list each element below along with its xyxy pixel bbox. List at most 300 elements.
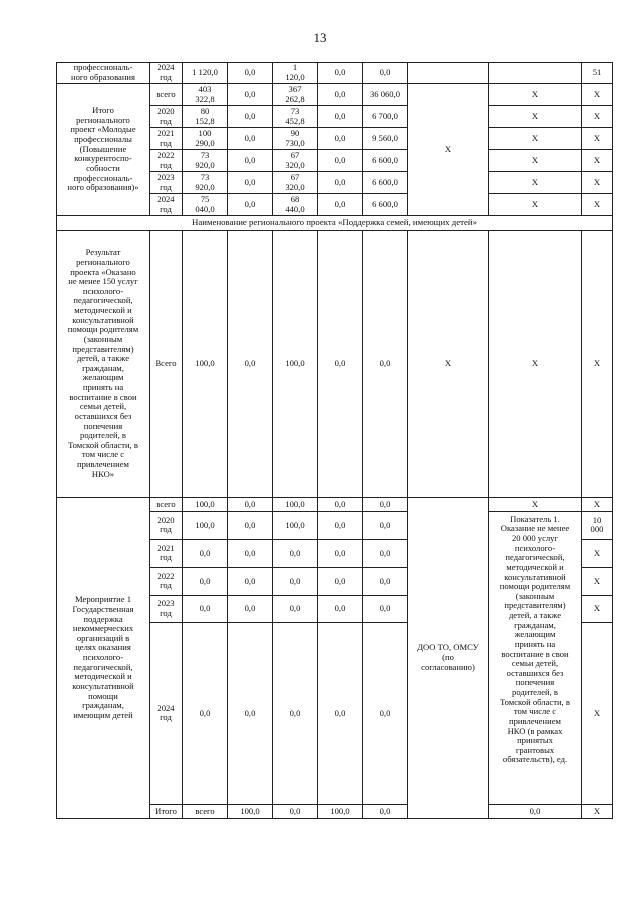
federal-budget-cell xyxy=(273,804,318,818)
text-line: 0,0 xyxy=(334,358,346,369)
text-line: регионального xyxy=(76,256,130,267)
text-line: 452,8 xyxy=(285,115,305,126)
text-line: желающим xyxy=(82,372,124,383)
local-budget-cell xyxy=(318,172,363,194)
extrabudget-cell xyxy=(363,150,408,172)
text-line: 2022 xyxy=(157,570,175,581)
text-line: представителям) xyxy=(504,600,566,611)
text-line: 0,0 xyxy=(379,67,391,78)
text-line: грантовых xyxy=(515,744,555,755)
regional-budget-cell xyxy=(273,497,318,511)
text-line: 0,0 xyxy=(199,547,211,558)
extrabudget-cell xyxy=(363,84,408,106)
text-line: год xyxy=(160,524,172,535)
text-line: год xyxy=(160,580,172,591)
text-line: привлечением xyxy=(77,459,129,470)
year-cell xyxy=(150,63,183,84)
text-line: 90 xyxy=(290,127,300,138)
text-line: ного образования xyxy=(71,72,135,82)
executor-cell: Х xyxy=(408,84,489,216)
text-line: методической и xyxy=(74,305,132,316)
page-number: 13 xyxy=(313,30,327,45)
text-line: всего xyxy=(195,805,215,816)
text-line: 0,0 xyxy=(244,547,256,558)
text-line: 2021 xyxy=(157,542,175,553)
text-line: психолого- xyxy=(514,542,556,553)
text-line: семьи детей, xyxy=(511,658,559,669)
indicator-cell: Х xyxy=(489,172,582,194)
indicator-value-cell: Х xyxy=(582,194,613,216)
extrabudget-cell xyxy=(363,497,408,511)
indicator-value-cell: Х xyxy=(582,106,613,128)
text-line: 6 600,0 xyxy=(372,176,398,187)
text-line: 0,0 xyxy=(244,575,256,586)
year-cell xyxy=(150,622,183,804)
total-amount-cell xyxy=(183,567,228,595)
text-line: 0,0 xyxy=(244,707,256,718)
text-line: 0,0 xyxy=(379,358,391,369)
text-line: 2020 xyxy=(157,514,175,525)
text-line: педагогической, xyxy=(73,295,133,306)
text-line: 0,0 xyxy=(289,603,301,614)
text-line: 2022 xyxy=(157,149,175,160)
text-line: поддержка xyxy=(83,613,123,624)
text-line: 100,0 xyxy=(195,498,215,509)
extrabudget-cell xyxy=(363,539,408,567)
text-line: проекта «Оказано xyxy=(70,266,136,277)
text-line: 67 xyxy=(290,171,300,182)
text-line: год xyxy=(160,72,172,82)
total-amount-cell xyxy=(183,230,228,497)
text-line: 0,0 xyxy=(334,575,346,586)
year-cell xyxy=(150,497,183,511)
total-amount-cell xyxy=(183,511,228,539)
text-line: год xyxy=(160,159,172,170)
text-line: 920,0 xyxy=(195,181,215,192)
text-line: 2024 xyxy=(157,702,175,713)
local-budget-cell xyxy=(318,539,363,567)
indicator-value-cell xyxy=(582,511,613,539)
year-cell xyxy=(150,84,183,106)
text-line: семьи детей, xyxy=(79,401,127,412)
text-line: 2023 xyxy=(157,598,175,609)
extrabudget-cell xyxy=(363,106,408,128)
text-line: Х xyxy=(593,575,601,586)
text-line: 2024 xyxy=(157,62,175,73)
table-row xyxy=(57,216,613,231)
regional-budget-cell xyxy=(318,804,363,818)
indicator-value-cell xyxy=(582,539,613,567)
text-line: всего xyxy=(156,88,176,99)
text-line: год xyxy=(160,115,172,126)
text-line: ДОО ТО, ОМСУ xyxy=(417,642,479,653)
text-line: Томской области, в xyxy=(68,439,138,450)
regional-budget-cell xyxy=(273,63,318,84)
text-line: 0,0 xyxy=(334,547,346,558)
text-line: оставшихся без xyxy=(506,667,564,678)
text-line: 0,0 xyxy=(289,575,301,586)
text-line: 100,0 xyxy=(330,805,350,816)
text-line: 0,0 xyxy=(379,707,391,718)
local-budget-cell xyxy=(318,511,363,539)
text-line: 0,0 xyxy=(334,707,346,718)
text-line: 100,0 xyxy=(285,498,305,509)
text-line: ного образования)» xyxy=(67,182,139,193)
text-line: 80 xyxy=(200,105,210,116)
text-line: 0,0 xyxy=(199,707,211,718)
text-line: (по xyxy=(442,652,454,663)
total-amount-cell xyxy=(183,106,228,128)
text-line: собности xyxy=(86,162,120,173)
regional-budget-cell xyxy=(273,622,318,804)
text-line: 0,0 xyxy=(334,67,346,78)
text-line: обязательств), ед. xyxy=(502,754,568,765)
text-line: методической и xyxy=(506,561,564,572)
text-line: 6 700,0 xyxy=(372,110,398,121)
local-budget-cell xyxy=(318,194,363,216)
text-line: 1 120,0 xyxy=(192,67,218,78)
text-line: помощи родителям xyxy=(499,581,571,592)
text-line: Мероприятие 1 xyxy=(75,594,131,605)
text-line: 20 000 услуг xyxy=(511,533,558,544)
text-line: гражданам, xyxy=(82,362,124,373)
indicator-value-cell: Х xyxy=(582,230,613,497)
text-line: 0,0 xyxy=(334,176,346,187)
text-line: 0,0 xyxy=(379,575,391,586)
text-line: Итого xyxy=(155,805,177,816)
section-header: Наименование регионального проекта «Поддержка семей, имеющих детей» xyxy=(57,216,613,231)
federal-budget-cell xyxy=(228,230,273,497)
text-line: год xyxy=(160,712,172,723)
extrabudget-cell xyxy=(489,804,582,818)
total-amount-cell xyxy=(183,63,228,84)
text-line: регионального xyxy=(76,114,130,125)
text-line: Х xyxy=(593,707,601,718)
text-line: всего xyxy=(156,498,176,509)
text-line: 0,0 xyxy=(244,603,256,614)
text-line: 403 xyxy=(198,83,212,94)
local-budget-cell xyxy=(318,595,363,622)
year-cell xyxy=(150,194,183,216)
text-line: педагогической, xyxy=(73,661,133,672)
total-amount-cell xyxy=(183,150,228,172)
extrabudget-cell xyxy=(363,567,408,595)
text-line: желающим xyxy=(514,629,556,640)
text-line: 0,0 xyxy=(379,498,391,509)
text-line: профессионалы xyxy=(74,134,132,145)
regional-budget-cell xyxy=(273,106,318,128)
budget-table xyxy=(56,62,613,819)
text-line: 152,8 xyxy=(195,115,215,126)
text-line: 0,0 xyxy=(379,805,391,816)
text-line: 262,8 xyxy=(285,93,305,104)
indicator-value-cell: Х xyxy=(582,84,613,106)
text-line: 10 xyxy=(592,514,602,525)
text-line: консультативной xyxy=(504,571,566,582)
table-body xyxy=(57,63,613,819)
regional-budget-cell xyxy=(273,128,318,150)
text-line: НКО» xyxy=(91,468,115,479)
regional-budget-cell xyxy=(273,230,318,497)
extrabudget-cell xyxy=(363,63,408,84)
measure-name-cell xyxy=(57,497,150,818)
text-line: 920,0 xyxy=(195,159,215,170)
indicator-description-cell xyxy=(489,511,582,804)
indicator-value-cell: 51 xyxy=(582,63,613,84)
text-line: 0,0 xyxy=(244,498,256,509)
regional-budget-cell xyxy=(273,172,318,194)
text-line: 2023 xyxy=(157,171,175,182)
indicator-cell: Х xyxy=(489,230,582,497)
text-line: 0,0 xyxy=(379,603,391,614)
text-line: представителям) xyxy=(72,343,134,354)
text-line: принять на xyxy=(82,382,124,393)
federal-budget-cell xyxy=(228,150,273,172)
local-budget-cell xyxy=(318,567,363,595)
extrabudget-cell xyxy=(363,194,408,216)
regional-budget-cell xyxy=(273,150,318,172)
indicator-cell: Х xyxy=(489,194,582,216)
regional-budget-cell xyxy=(273,595,318,622)
executor-cell xyxy=(408,63,489,84)
text-line: попечения xyxy=(83,420,123,431)
text-line: 0,0 xyxy=(334,154,346,165)
total-amount-cell xyxy=(228,804,273,818)
total-amount-cell xyxy=(183,128,228,150)
year-cell xyxy=(183,804,228,818)
text-line: 120,0 xyxy=(285,72,305,82)
project-total-name-cell xyxy=(57,84,150,216)
text-line: 68 xyxy=(290,193,300,204)
federal-budget-cell xyxy=(228,595,273,622)
table-row xyxy=(57,230,613,497)
total-amount-cell xyxy=(183,172,228,194)
local-budget-cell xyxy=(363,804,408,818)
text-line: согласованию) xyxy=(421,661,475,672)
text-line: год xyxy=(160,552,172,563)
text-line: 6 600,0 xyxy=(372,154,398,165)
total-amount-cell xyxy=(183,194,228,216)
text-line: 9 560,0 xyxy=(372,132,398,143)
indicator-value-cell: Х xyxy=(582,150,613,172)
text-line: профессиональ- xyxy=(73,62,133,73)
executor-cell xyxy=(408,497,489,818)
text-line: консультативной xyxy=(72,314,134,325)
year-cell xyxy=(150,567,183,595)
text-line: попечения xyxy=(515,677,555,688)
text-line: 0,0 xyxy=(244,198,256,209)
text-line: 440,0 xyxy=(285,203,305,214)
indicator-value-cell xyxy=(582,567,613,595)
text-line: целях оказания xyxy=(75,642,131,653)
federal-budget-cell xyxy=(228,497,273,511)
text-line: привлечением xyxy=(509,715,561,726)
text-line: 100,0 xyxy=(285,358,305,369)
text-line: 75 xyxy=(200,193,210,204)
text-line: 0,0 xyxy=(334,519,346,530)
indicator-cell: Х xyxy=(489,84,582,106)
text-line: 2021 xyxy=(157,127,175,138)
indicator-value-cell: Х xyxy=(582,128,613,150)
text-line: 0,0 xyxy=(529,805,541,816)
executor-cell: Х xyxy=(408,230,489,497)
local-budget-cell xyxy=(318,622,363,804)
federal-budget-cell xyxy=(228,84,273,106)
text-line: помощи родителям xyxy=(67,324,139,335)
text-line: (законным xyxy=(515,590,555,601)
text-line: педагогической, xyxy=(505,552,565,563)
regional-budget-cell xyxy=(273,539,318,567)
year-cell xyxy=(150,106,183,128)
text-line: воспитание в свои xyxy=(501,648,569,659)
indicator-cell: Х xyxy=(489,128,582,150)
text-line: 73 xyxy=(200,171,210,182)
result-name-cell xyxy=(57,230,150,497)
text-line: том числе с xyxy=(81,449,125,460)
extrabudget-cell xyxy=(363,511,408,539)
text-line: Томской области, в xyxy=(500,696,570,707)
indicator-value-cell xyxy=(582,595,613,622)
text-line: 0,0 xyxy=(289,547,301,558)
itogo-name-cell xyxy=(150,804,183,818)
text-line: 0,0 xyxy=(244,110,256,121)
text-line: 2020 xyxy=(157,105,175,116)
indicator-value-cell: Х xyxy=(582,172,613,194)
total-amount-cell xyxy=(183,84,228,106)
text-line: Итого xyxy=(92,105,114,116)
executor-cell: Х xyxy=(582,804,613,818)
text-line: 0,0 xyxy=(289,805,301,816)
text-line: Х xyxy=(593,603,601,614)
text-line: 0,0 xyxy=(334,110,346,121)
text-line: 0,0 xyxy=(199,603,211,614)
table-row xyxy=(57,84,613,106)
text-line: гражданам, xyxy=(82,700,124,711)
text-line: 2024 xyxy=(157,193,175,204)
text-line: Х xyxy=(593,547,601,558)
text-line: Результат xyxy=(85,247,121,258)
text-line: 367 xyxy=(288,83,302,94)
text-line: Государственная xyxy=(72,603,134,614)
text-line: 0,0 xyxy=(244,176,256,187)
year-cell xyxy=(150,595,183,622)
extrabudget-cell xyxy=(363,622,408,804)
text-line: 0,0 xyxy=(244,67,256,78)
year-cell xyxy=(150,539,183,567)
federal-budget-cell xyxy=(228,622,273,804)
text-line: психолого- xyxy=(82,285,124,296)
text-line: конкурентоспо- xyxy=(74,153,132,164)
federal-budget-cell xyxy=(228,194,273,216)
total-amount-cell xyxy=(183,497,228,511)
text-line: помощи xyxy=(88,690,118,701)
federal-budget-cell xyxy=(228,63,273,84)
regional-budget-cell xyxy=(273,567,318,595)
text-line: 290,0 xyxy=(195,137,215,148)
text-line: 0,0 xyxy=(334,603,346,614)
regional-budget-cell xyxy=(273,84,318,106)
text-line: консультативной xyxy=(72,680,134,691)
local-budget-cell xyxy=(318,497,363,511)
text-line: Показатель 1. xyxy=(510,513,560,524)
text-line: оставшихся без xyxy=(74,410,132,421)
local-budget-cell xyxy=(318,106,363,128)
text-line: (законным xyxy=(83,333,123,344)
year-cell xyxy=(150,150,183,172)
year-cell xyxy=(150,511,183,539)
indicator-cell: Х xyxy=(489,106,582,128)
local-budget-cell xyxy=(318,150,363,172)
local-budget-cell xyxy=(318,230,363,497)
text-line: 73 xyxy=(290,105,300,116)
text-line: 0,0 xyxy=(334,88,346,99)
local-budget-cell xyxy=(318,128,363,150)
text-line: воспитание в свои xyxy=(69,391,137,402)
total-amount-cell xyxy=(183,595,228,622)
text-line: 0,0 xyxy=(379,519,391,530)
regional-budget-cell xyxy=(273,511,318,539)
extrabudget-cell xyxy=(363,172,408,194)
text-line: не менее 150 услуг xyxy=(68,276,138,287)
text-line: принять на xyxy=(514,638,556,649)
text-line: год xyxy=(160,203,172,214)
text-line: проект «Молодые xyxy=(70,124,136,135)
year-cell xyxy=(150,230,183,497)
federal-budget-cell xyxy=(228,172,273,194)
text-line: том числе с xyxy=(513,706,557,717)
text-line: 0,0 xyxy=(289,707,301,718)
text-line: 0,0 xyxy=(244,358,256,369)
text-line: гражданам, xyxy=(514,619,556,630)
text-line: родителей, в xyxy=(512,687,558,698)
text-line: 100,0 xyxy=(195,358,215,369)
indicator-value-cell xyxy=(582,622,613,804)
text-line: 0,0 xyxy=(199,575,211,586)
text-line: 100,0 xyxy=(285,519,305,530)
text-line: 0,0 xyxy=(334,198,346,209)
text-line: год xyxy=(160,137,172,148)
federal-budget-cell xyxy=(228,567,273,595)
text-line: 320,0 xyxy=(285,181,305,192)
text-line: детей, а также xyxy=(76,353,130,364)
text-line: 040,0 xyxy=(195,203,215,214)
text-line: НКО (в рамках xyxy=(507,725,563,736)
text-line: 6 600,0 xyxy=(372,198,398,209)
text-line: организаций в xyxy=(76,632,130,643)
total-amount-cell xyxy=(183,539,228,567)
federal-budget-cell xyxy=(228,511,273,539)
year-cell xyxy=(150,172,183,194)
year-cell xyxy=(150,128,183,150)
text-line: имеющим детей xyxy=(73,709,133,720)
text-line: 100 xyxy=(198,127,212,138)
text-line: детей, а также xyxy=(508,610,562,621)
local-budget-cell xyxy=(318,84,363,106)
text-line: 100,0 xyxy=(240,805,260,816)
text-line: 0,0 xyxy=(334,498,346,509)
text-line: методической и xyxy=(74,671,132,682)
text-line: 1 xyxy=(292,62,298,73)
table-row xyxy=(57,497,613,511)
text-line: 36 060,0 xyxy=(369,88,401,99)
text-line: 0,0 xyxy=(379,547,391,558)
text-line: некоммерческих xyxy=(72,623,134,634)
text-line: 100,0 xyxy=(195,519,215,530)
text-line: принятых xyxy=(517,735,553,746)
text-line: год xyxy=(160,607,172,618)
text-line: 000 xyxy=(590,524,604,535)
indicator-value-cell: Х xyxy=(582,497,613,511)
